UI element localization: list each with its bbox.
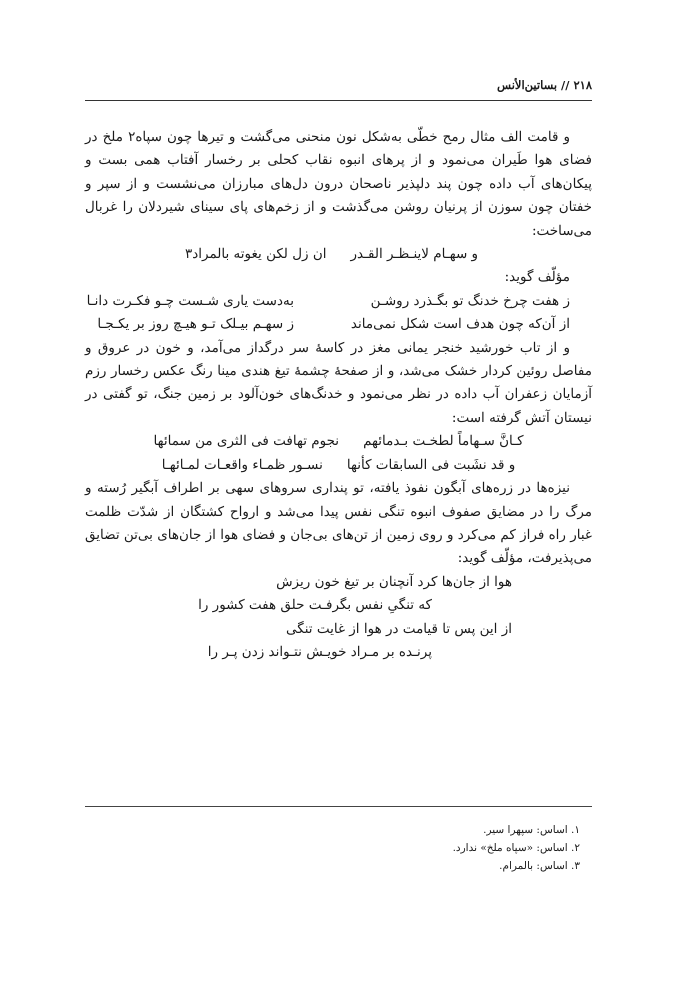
hemistich: ز سهـم بیـلک تـو هیـچ روز بر یکـجـا <box>97 316 294 333</box>
hemistich: از آن‌که چون هدف است شکل نمی‌ماند <box>350 316 570 333</box>
hemistich: و سهـام لاینـظـر القـدر <box>350 246 479 263</box>
footnote-rule <box>85 806 592 807</box>
poem-block <box>85 571 592 665</box>
header-rule <box>85 100 592 101</box>
hemistich: نسـور ظمـاء واقعـات لمـائهـا <box>161 456 323 473</box>
poem-line: هوا از جان‌ها کرد آنچنان بر تیغ خون ریزش <box>276 573 512 590</box>
poem-line: پرنـده بر مـراد خویـش نتـواند زدن پـر را <box>207 643 432 660</box>
hemistich: کـانَّ سـهاماً لطخـت بـدمائهم <box>363 433 524 450</box>
persian-couplet <box>85 313 592 336</box>
paragraph-2: و از تاب خورشید خنجر یمانی مغز در کاسهٔ سر درگداز می‌آمد، و خون در عروق و مفاصل روئین کردار خشک می‌شد، و از صفحهٔ چشمهٔ تیغ هندی مینا رنگ عکس رخسار رزم آزمایان زعفران آب داده در نظر می‌نمود و خدنگ‌های خون‌آلود بر زمین جنگ، تو گفتی در نیستان آتش گرفته است: <box>85 339 592 426</box>
paragraph-1: و قامت الف مثال رمح خطّی به‌شکل نون منحنی می‌گشت و تیرها چون سپاه۲ ملخ در فضای هوا طَیران می‌نمود و از پرهای انبوه نقاب کحلی بر رخسار آفتاب همی بست و پیکان‌های آب داده چون پند دلپذیر ناصحان درون دل‌های مبارزان می‌نشست و از سپر و خفتان چون سوزن از پرنیان روشن می‌گذشت و از زخم‌های پای سینای شیردلان را غربال می‌ساخت: <box>85 129 592 239</box>
paragraph-3: نیزه‌ها در زره‌های آبگون نفوذ یافته، تو پنداری سروهای سهی بر اطراف آبگیر رُسته و مرگ را در مضایق صفوف انبوه تنگی نفس پیدا می‌شد و ارواح کشتگان از شدّت ظلمت غبار راه فراز کم می‌کرد و روی زمین از تن‌های بی‌جان و فضای هوا از جان‌های بی‌تن تضایق می‌پذیرفت، مؤلّف گوید: <box>84 480 592 567</box>
arabic-couplet <box>85 454 592 477</box>
footnotes <box>85 821 592 875</box>
arabic-couplet <box>85 430 592 453</box>
hemistich: به‌دست یاری شـست چـو فکـرت دانـا <box>86 292 294 309</box>
persian-couplet <box>85 290 592 313</box>
main-text <box>85 126 592 664</box>
hemistich: ز هفت چرخ خدنگ تو بگـذرد روشـن <box>370 292 570 309</box>
poem-line: از این پس تا قیامت در هوا از غایت تنگی <box>285 620 512 637</box>
book-page <box>85 78 592 958</box>
running-head: ۲۱۸ // بساتين‌الأنس <box>497 78 592 92</box>
footnote: ۳. اساس: بالمرام. <box>499 860 580 872</box>
footnote: ۱. اساس: سپهرا سیر. <box>483 824 580 836</box>
hemistich: ان زل لکن یغوته بالمراد۳ <box>184 246 327 263</box>
arabic-couplet-1 <box>85 243 592 266</box>
poem-line: که تنگیِ نفس بگرفـت حلق هفت کشور را <box>198 597 432 614</box>
author-says: مؤلّف گوید: <box>504 269 570 286</box>
hemistich: و قد نشَبت فی السابقات کأنها <box>346 456 516 473</box>
hemistich: نجوم تهافت فی الثری من سمائها <box>153 433 340 450</box>
footnote: ۲. اساس: «سپاه ملخ» ندارد. <box>452 842 580 854</box>
